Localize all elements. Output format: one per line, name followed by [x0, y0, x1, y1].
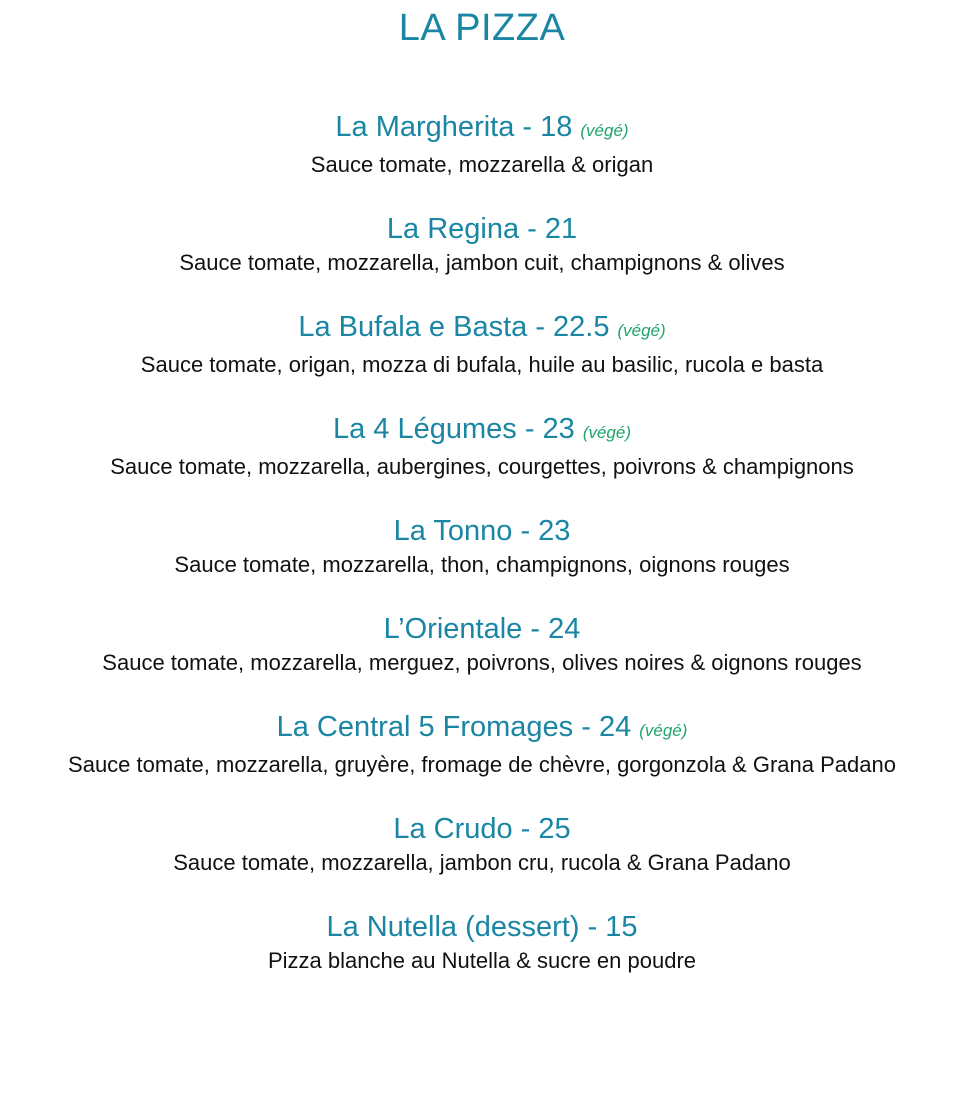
menu-item — [0, 710, 964, 782]
menu-item-description: Sauce tomate, mozzarella, jambon cru, rucola & Grana Padano — [173, 850, 791, 875]
veg-tag: (végé) — [639, 721, 688, 740]
menu-item — [0, 812, 964, 880]
menu-item-list — [0, 110, 964, 978]
menu-item-title — [0, 412, 964, 450]
menu-item-description: Sauce tomate, mozzarella, jambon cuit, champignons & olives — [179, 250, 785, 275]
veg-tag: (végé) — [617, 321, 666, 340]
menu-item-title — [0, 110, 964, 148]
menu-item-description: Pizza blanche au Nutella & sucre en poudre — [267, 948, 697, 973]
menu-item-name: La Central 5 Fromages - 24 — [276, 711, 632, 743]
menu-item-description: Sauce tomate, origan, mozza di bufala, huile au basilic, rucola e basta — [140, 352, 824, 377]
menu-item-title — [0, 710, 964, 748]
menu-item — [0, 514, 964, 582]
menu-item-description: Sauce tomate, mozzarella, merguez, poivrons, olives noires & oignons rouges — [102, 650, 862, 675]
menu-item-title — [0, 812, 964, 846]
menu-item-title — [0, 514, 964, 548]
menu-item — [0, 412, 964, 484]
menu-item-title — [0, 212, 964, 246]
menu-item-name: La 4 Légumes - 23 — [332, 413, 575, 445]
menu-item-name: La Regina - 21 — [386, 213, 578, 245]
menu-item-name: La Crudo - 25 — [393, 813, 571, 845]
menu-item — [0, 212, 964, 280]
menu-item-title — [0, 310, 964, 348]
menu-item-title — [0, 612, 964, 646]
menu-item-description: Sauce tomate, mozzarella & origan — [310, 152, 654, 177]
page-title: LA PIZZA — [398, 7, 566, 49]
menu-item-name: La Tonno - 23 — [393, 515, 571, 547]
menu-item — [0, 612, 964, 680]
menu-item-description: Sauce tomate, mozzarella, gruyère, fromage de chèvre, gorgonzola & Grana Padano — [68, 752, 896, 777]
veg-tag: (végé) — [580, 121, 629, 140]
menu-item-name: La Bufala e Basta - 22.5 — [298, 311, 610, 343]
menu-item-name: La Margherita - 18 — [335, 111, 573, 143]
veg-tag: (végé) — [582, 423, 631, 442]
menu-item — [0, 110, 964, 182]
menu-item-description: Sauce tomate, mozzarella, thon, champignons, oignons rouges — [174, 552, 790, 577]
menu-item — [0, 310, 964, 382]
menu-item-description: Sauce tomate, mozzarella, aubergines, courgettes, poivrons & champignons — [110, 454, 854, 479]
menu-item-name: La Nutella (dessert) - 15 — [326, 911, 638, 943]
menu-item — [0, 910, 964, 978]
menu-item-title — [0, 910, 964, 944]
menu-item-name: L’Orientale - 24 — [383, 613, 581, 645]
